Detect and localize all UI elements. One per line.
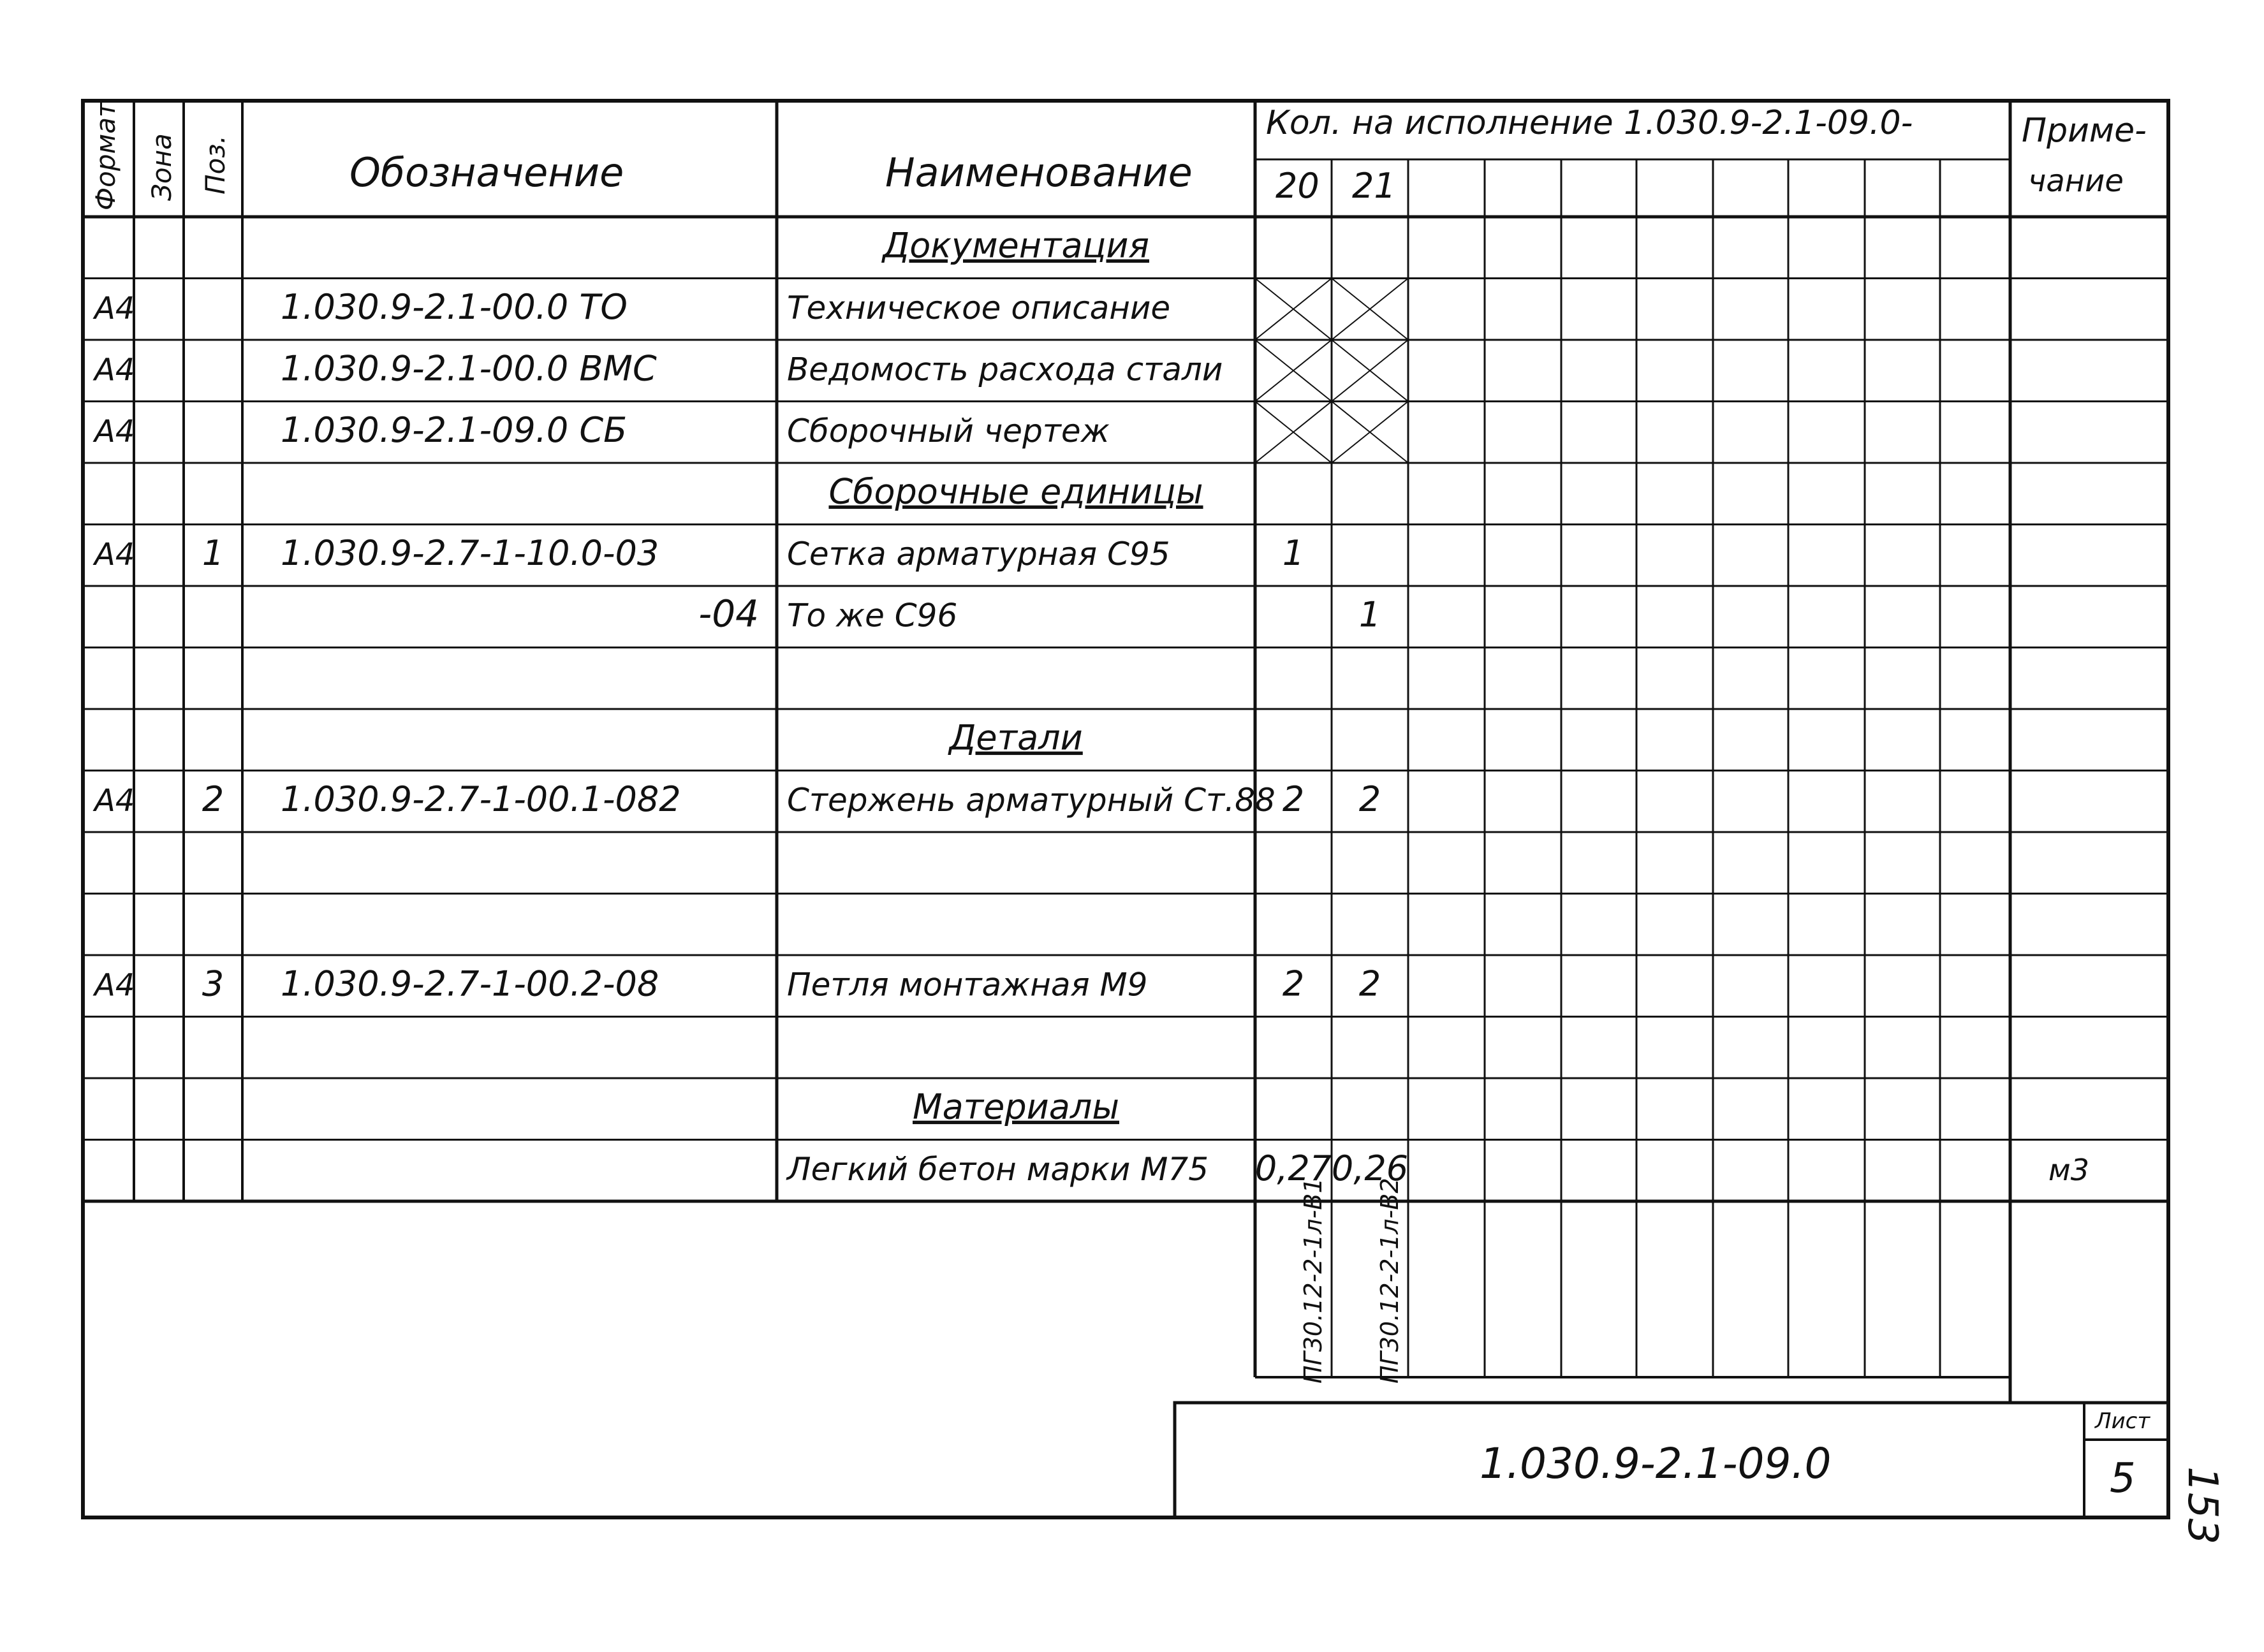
section-heading: Детали xyxy=(949,717,1083,758)
cell-qty-20: 0,27 xyxy=(1254,1148,1332,1189)
cell-format: А4 xyxy=(94,291,135,327)
cell-name: Сетка арматурная С95 xyxy=(787,536,1170,573)
cell-format: А4 xyxy=(94,352,135,388)
cell-qty-21: 2 xyxy=(1358,779,1381,820)
cell-position: 2 xyxy=(202,779,224,820)
header-pos: Поз. xyxy=(200,135,231,194)
table-header xyxy=(90,101,2147,210)
cell-name: Техническое описание xyxy=(787,289,1171,327)
header-designation: Обозначение xyxy=(349,149,624,196)
table-body xyxy=(92,226,2089,1189)
cell-qty-20: 2 xyxy=(1282,779,1305,820)
sheet-label: Лист xyxy=(2095,1408,2150,1434)
header-note-line2: чание xyxy=(2028,163,2124,199)
title-block xyxy=(1175,1403,2168,1517)
cell-designation: 1.030.9-2.1-09.0 СБ xyxy=(281,410,628,451)
cell-position: 1 xyxy=(202,533,224,574)
header-name: Наименование xyxy=(885,149,1193,196)
header-note-line1: Приме- xyxy=(2022,112,2147,150)
cell-name: Легкий бетон марки М75 xyxy=(787,1151,1209,1188)
cell-format: А4 xyxy=(94,537,135,573)
header-zone: Зона xyxy=(146,133,177,201)
cell-qty-20: 1 xyxy=(1282,533,1305,574)
header-variant-21: 21 xyxy=(1352,166,1396,206)
cell-name: Петля монтажная М9 xyxy=(787,966,1148,1004)
cell-format: А4 xyxy=(94,783,135,819)
header-format: Формат xyxy=(90,101,121,210)
cell-designation: 1.030.9-2.7-1-10.0-03 xyxy=(281,533,659,574)
margin-page-number: 153 xyxy=(2179,1466,2226,1545)
cell-name: Стержень арматурный Ст.88 xyxy=(787,782,1275,819)
cell-qty-20: 2 xyxy=(1282,963,1305,1004)
cell-note: м3 xyxy=(2048,1153,2089,1188)
header-qty-title: Кол. на исполнение 1.030.9-2.1-09.0- xyxy=(1266,104,1913,142)
section-heading: Материалы xyxy=(913,1086,1119,1127)
cell-format: А4 xyxy=(94,967,135,1004)
cell-position: 3 xyxy=(202,963,224,1004)
cell-format: А4 xyxy=(94,414,135,450)
section-heading: Сборочные единицы xyxy=(828,471,1203,512)
cell-designation: 1.030.9-2.7-1-00.1-082 xyxy=(281,779,681,820)
cell-qty-21: 1 xyxy=(1358,594,1381,635)
cell-name: То же С96 xyxy=(787,597,958,634)
cell-name: Сборочный чертеж xyxy=(787,413,1110,450)
cell-designation: 1.030.9-2.1-00.0 ВМС xyxy=(281,348,657,389)
vertical-mark-20: ПГ30.12-2-1л-В1 xyxy=(1299,1178,1327,1384)
doc-number: 1.030.9-2.1-09.0 xyxy=(1480,1439,1832,1488)
cell-qty-21: 2 xyxy=(1358,963,1381,1004)
section-heading: Документация xyxy=(883,225,1149,266)
cell-qty-21: 0,26 xyxy=(1331,1148,1409,1189)
header-variant-20: 20 xyxy=(1275,166,1319,206)
cell-designation: -04 xyxy=(698,592,759,636)
cell-designation: 1.030.9-2.1-00.0 ТО xyxy=(281,287,628,328)
vertical-mark-21: ПГ30.12-2-1л-В2 xyxy=(1376,1178,1404,1384)
sheet-number: 5 xyxy=(2110,1455,2136,1502)
cell-name: Ведомость расхода стали xyxy=(787,351,1223,388)
cell-designation: 1.030.9-2.7-1-00.2-08 xyxy=(281,963,659,1004)
